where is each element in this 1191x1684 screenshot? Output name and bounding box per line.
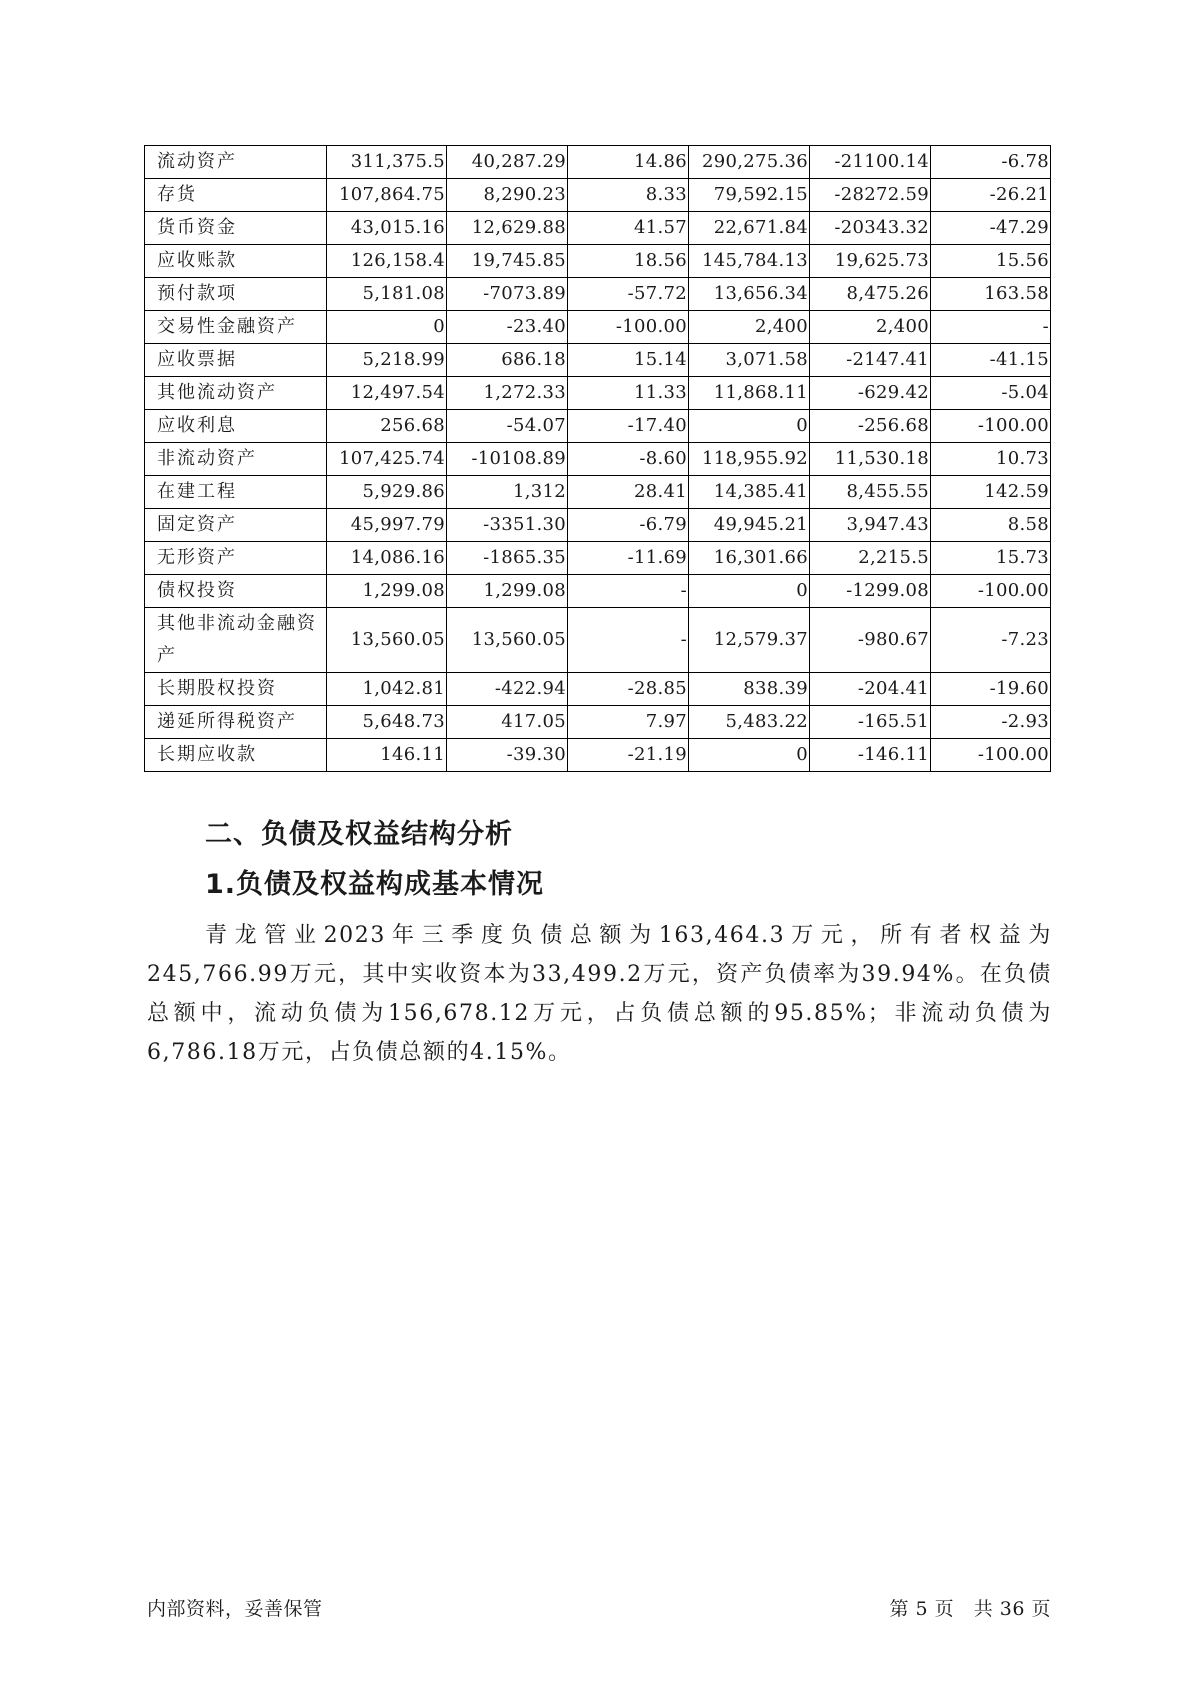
table-cell: 15.14	[568, 344, 689, 377]
table-row	[145, 739, 1051, 772]
table-cell: -41.15	[931, 344, 1051, 377]
table-cell: -1865.35	[447, 542, 568, 575]
table-cell: -2147.41	[810, 344, 931, 377]
table-cell: -100.00	[931, 739, 1051, 772]
table-cell: -21100.14	[810, 146, 931, 179]
table-cell: -21.19	[568, 739, 689, 772]
asset-change-table	[144, 145, 1051, 772]
table-row	[145, 410, 1051, 443]
footer-page-number: 第 5 页 共 36 页	[889, 1598, 1051, 1620]
table-cell: -3351.30	[447, 509, 568, 542]
table-cell: 0	[327, 311, 447, 344]
table-cell: 13,560.05	[447, 608, 568, 673]
table-cell: -5.04	[931, 377, 1051, 410]
table-cell: -980.67	[810, 608, 931, 673]
row-label: 应收利息	[145, 410, 327, 443]
table-cell: 45,997.79	[327, 509, 447, 542]
table-row	[145, 179, 1051, 212]
table-cell: 118,955.92	[689, 443, 810, 476]
table-cell: -100.00	[568, 311, 689, 344]
table-cell: -28272.59	[810, 179, 931, 212]
table-cell: 5,929.86	[327, 476, 447, 509]
table-row	[145, 575, 1051, 608]
row-label: 在建工程	[145, 476, 327, 509]
table-cell: -	[931, 311, 1051, 344]
table-cell: -146.11	[810, 739, 931, 772]
table-row	[145, 443, 1051, 476]
table-cell: -20343.32	[810, 212, 931, 245]
table-cell: -7073.89	[447, 278, 568, 311]
table-cell: 13,560.05	[327, 608, 447, 673]
table-cell: 5,218.99	[327, 344, 447, 377]
table-cell: -204.41	[810, 673, 931, 706]
table-cell: -	[568, 575, 689, 608]
table-cell: 49,945.21	[689, 509, 810, 542]
table-cell: 41.57	[568, 212, 689, 245]
table-cell: -1299.08	[810, 575, 931, 608]
table-cell: -	[568, 608, 689, 673]
table-cell: 11.33	[568, 377, 689, 410]
row-label: 交易性金融资产	[145, 311, 327, 344]
table-cell: 126,158.4	[327, 245, 447, 278]
table-cell: -7.23	[931, 608, 1051, 673]
table-cell: 40,287.29	[447, 146, 568, 179]
table-cell: -10108.89	[447, 443, 568, 476]
subsection-heading: 1.负债及权益构成基本情况	[205, 869, 545, 900]
table-cell: 311,375.5	[327, 146, 447, 179]
table-cell: 1,042.81	[327, 673, 447, 706]
row-label: 预付款项	[145, 278, 327, 311]
table-cell: 8.33	[568, 179, 689, 212]
row-label: 非流动资产	[145, 443, 327, 476]
table-cell: 1,299.08	[447, 575, 568, 608]
row-label: 长期股权投资	[145, 673, 327, 706]
table-cell: 107,864.75	[327, 179, 447, 212]
section-heading: 二、负债及权益结构分析	[205, 819, 513, 850]
row-label: 流动资产	[145, 146, 327, 179]
table-cell: 1,272.33	[447, 377, 568, 410]
table-cell: 8,455.55	[810, 476, 931, 509]
table-cell: 8.58	[931, 509, 1051, 542]
table-cell: 12,497.54	[327, 377, 447, 410]
table-cell: -2.93	[931, 706, 1051, 739]
table-row	[145, 146, 1051, 179]
table-cell: 14,385.41	[689, 476, 810, 509]
table-cell: 13,656.34	[689, 278, 810, 311]
table-cell: -17.40	[568, 410, 689, 443]
table-cell: -23.40	[447, 311, 568, 344]
table-row	[145, 344, 1051, 377]
table-row	[145, 706, 1051, 739]
table-cell: 5,648.73	[327, 706, 447, 739]
table-cell: -100.00	[931, 575, 1051, 608]
table-cell: -629.42	[810, 377, 931, 410]
table-cell: 107,425.74	[327, 443, 447, 476]
table-cell: 256.68	[327, 410, 447, 443]
table-cell: 2,400	[689, 311, 810, 344]
table-cell: 7.97	[568, 706, 689, 739]
table-cell: 15.73	[931, 542, 1051, 575]
table-cell: 8,290.23	[447, 179, 568, 212]
table-cell: 16,301.66	[689, 542, 810, 575]
table-cell: -28.85	[568, 673, 689, 706]
table-cell: -11.69	[568, 542, 689, 575]
table-cell: -256.68	[810, 410, 931, 443]
table-cell: 14.86	[568, 146, 689, 179]
table-cell: 8,475.26	[810, 278, 931, 311]
table-cell: 12,579.37	[689, 608, 810, 673]
row-label: 应收账款	[145, 245, 327, 278]
table-cell: 5,181.08	[327, 278, 447, 311]
table-cell: 0	[689, 739, 810, 772]
table-cell: 838.39	[689, 673, 810, 706]
table-cell: 146.11	[327, 739, 447, 772]
table-cell: 19,625.73	[810, 245, 931, 278]
table-row	[145, 278, 1051, 311]
table-cell: 11,530.18	[810, 443, 931, 476]
row-label: 货币资金	[145, 212, 327, 245]
table-cell: 5,483.22	[689, 706, 810, 739]
table-cell: -6.78	[931, 146, 1051, 179]
table-cell: 0	[689, 575, 810, 608]
asset-change-table-body	[145, 146, 1051, 772]
table-cell: 14,086.16	[327, 542, 447, 575]
table-cell: 686.18	[447, 344, 568, 377]
table-row	[145, 377, 1051, 410]
table-cell: 11,868.11	[689, 377, 810, 410]
table-cell: 79,592.15	[689, 179, 810, 212]
row-label: 无形资产	[145, 542, 327, 575]
table-row	[145, 673, 1051, 706]
row-label: 应收票据	[145, 344, 327, 377]
table-cell: -47.29	[931, 212, 1051, 245]
table-row	[145, 311, 1051, 344]
body-paragraph: 青龙管业2023年三季度负债总额为163,464.3万元，所有者权益为245,766.99万元，其中实收资本为33,499.2万元，资产负债率为39.94%。在负债总额中，流动负债为156,678.12万元，占负债总额的95.85%；非流动负债为6,786.18万元，占负债总额的4.15%。	[147, 923, 1052, 1065]
table-cell: 19,745.85	[447, 245, 568, 278]
table-row	[145, 509, 1051, 542]
table-cell: 163.58	[931, 278, 1051, 311]
table-cell: 1,312	[447, 476, 568, 509]
footer-confidential-note: 内部资料，妥善保管	[147, 1598, 323, 1620]
table-row	[145, 542, 1051, 575]
table-cell: 10.73	[931, 443, 1051, 476]
table-cell: 15.56	[931, 245, 1051, 278]
row-label: 固定资产	[145, 509, 327, 542]
table-cell: 12,629.88	[447, 212, 568, 245]
table-cell: 0	[689, 410, 810, 443]
row-label: 债权投资	[145, 575, 327, 608]
table-cell: 3,947.43	[810, 509, 931, 542]
table-cell: 22,671.84	[689, 212, 810, 245]
table-cell: 28.41	[568, 476, 689, 509]
table-cell: 145,784.13	[689, 245, 810, 278]
row-label: 存货	[145, 179, 327, 212]
table-cell: 3,071.58	[689, 344, 810, 377]
row-label: 其他非流动金融资产	[145, 608, 327, 673]
table-cell: -54.07	[447, 410, 568, 443]
table-cell: 43,015.16	[327, 212, 447, 245]
table-cell: 2,400	[810, 311, 931, 344]
table-cell: 142.59	[931, 476, 1051, 509]
table-cell: -100.00	[931, 410, 1051, 443]
table-cell: 1,299.08	[327, 575, 447, 608]
table-cell: -26.21	[931, 179, 1051, 212]
table-row	[145, 212, 1051, 245]
table-cell: 18.56	[568, 245, 689, 278]
table-row	[145, 476, 1051, 509]
table-cell: -8.60	[568, 443, 689, 476]
table-cell: -422.94	[447, 673, 568, 706]
table-row	[145, 245, 1051, 278]
table-cell: 2,215.5	[810, 542, 931, 575]
table-row	[145, 608, 1051, 673]
table-cell: -57.72	[568, 278, 689, 311]
row-label: 递延所得税资产	[145, 706, 327, 739]
table-cell: -6.79	[568, 509, 689, 542]
table-cell: 417.05	[447, 706, 568, 739]
row-label: 其他流动资产	[145, 377, 327, 410]
table-cell: -19.60	[931, 673, 1051, 706]
table-cell: -39.30	[447, 739, 568, 772]
table-cell: -165.51	[810, 706, 931, 739]
table-cell: 290,275.36	[689, 146, 810, 179]
row-label: 长期应收款	[145, 739, 327, 772]
